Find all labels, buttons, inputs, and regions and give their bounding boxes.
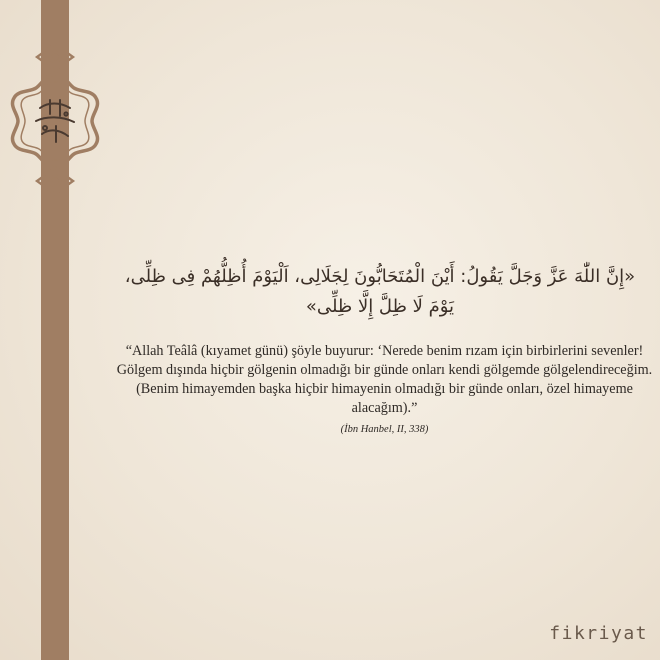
turkish-translation: “Allah Teâlâ (kıyamet günü) şöyle buyurur: ‘Nerede benim rızam için birbirlerini sevenler! Gölgem dışında hiçbir gölgenin olmadığı bir günde onları kendi gölgemde gölgelendireceğim. (Benim himayemden başka hiçbir himayenin olmadığı bir günde onları, özel himayeme alacağım).” [116,343,653,416]
knot-ornament-icon [33,166,77,196]
arabic-verse-line: «إِنَّ اللّٰهَ عَزَّ وَجَلَّ يَقُولُ: أَيْنَ الْمُتَحَابُّونَ لِجَلَالِى، اَلْيَوْمَ أُظِلُّهُمْ فِى ظِلِّى، [124,266,636,287]
arabic-verse-line: يَوْمَ لَا ظِلَّ إِلَّا ظِلِّى» [305,296,455,317]
hadith-source-citation: (İbn Hanbel, II, 338) [340,424,429,435]
calligraphy-medallion-icon [0,66,110,176]
fikriyat-logo: fikriyat [549,623,648,644]
arabic-hadith-text [110,262,650,322]
